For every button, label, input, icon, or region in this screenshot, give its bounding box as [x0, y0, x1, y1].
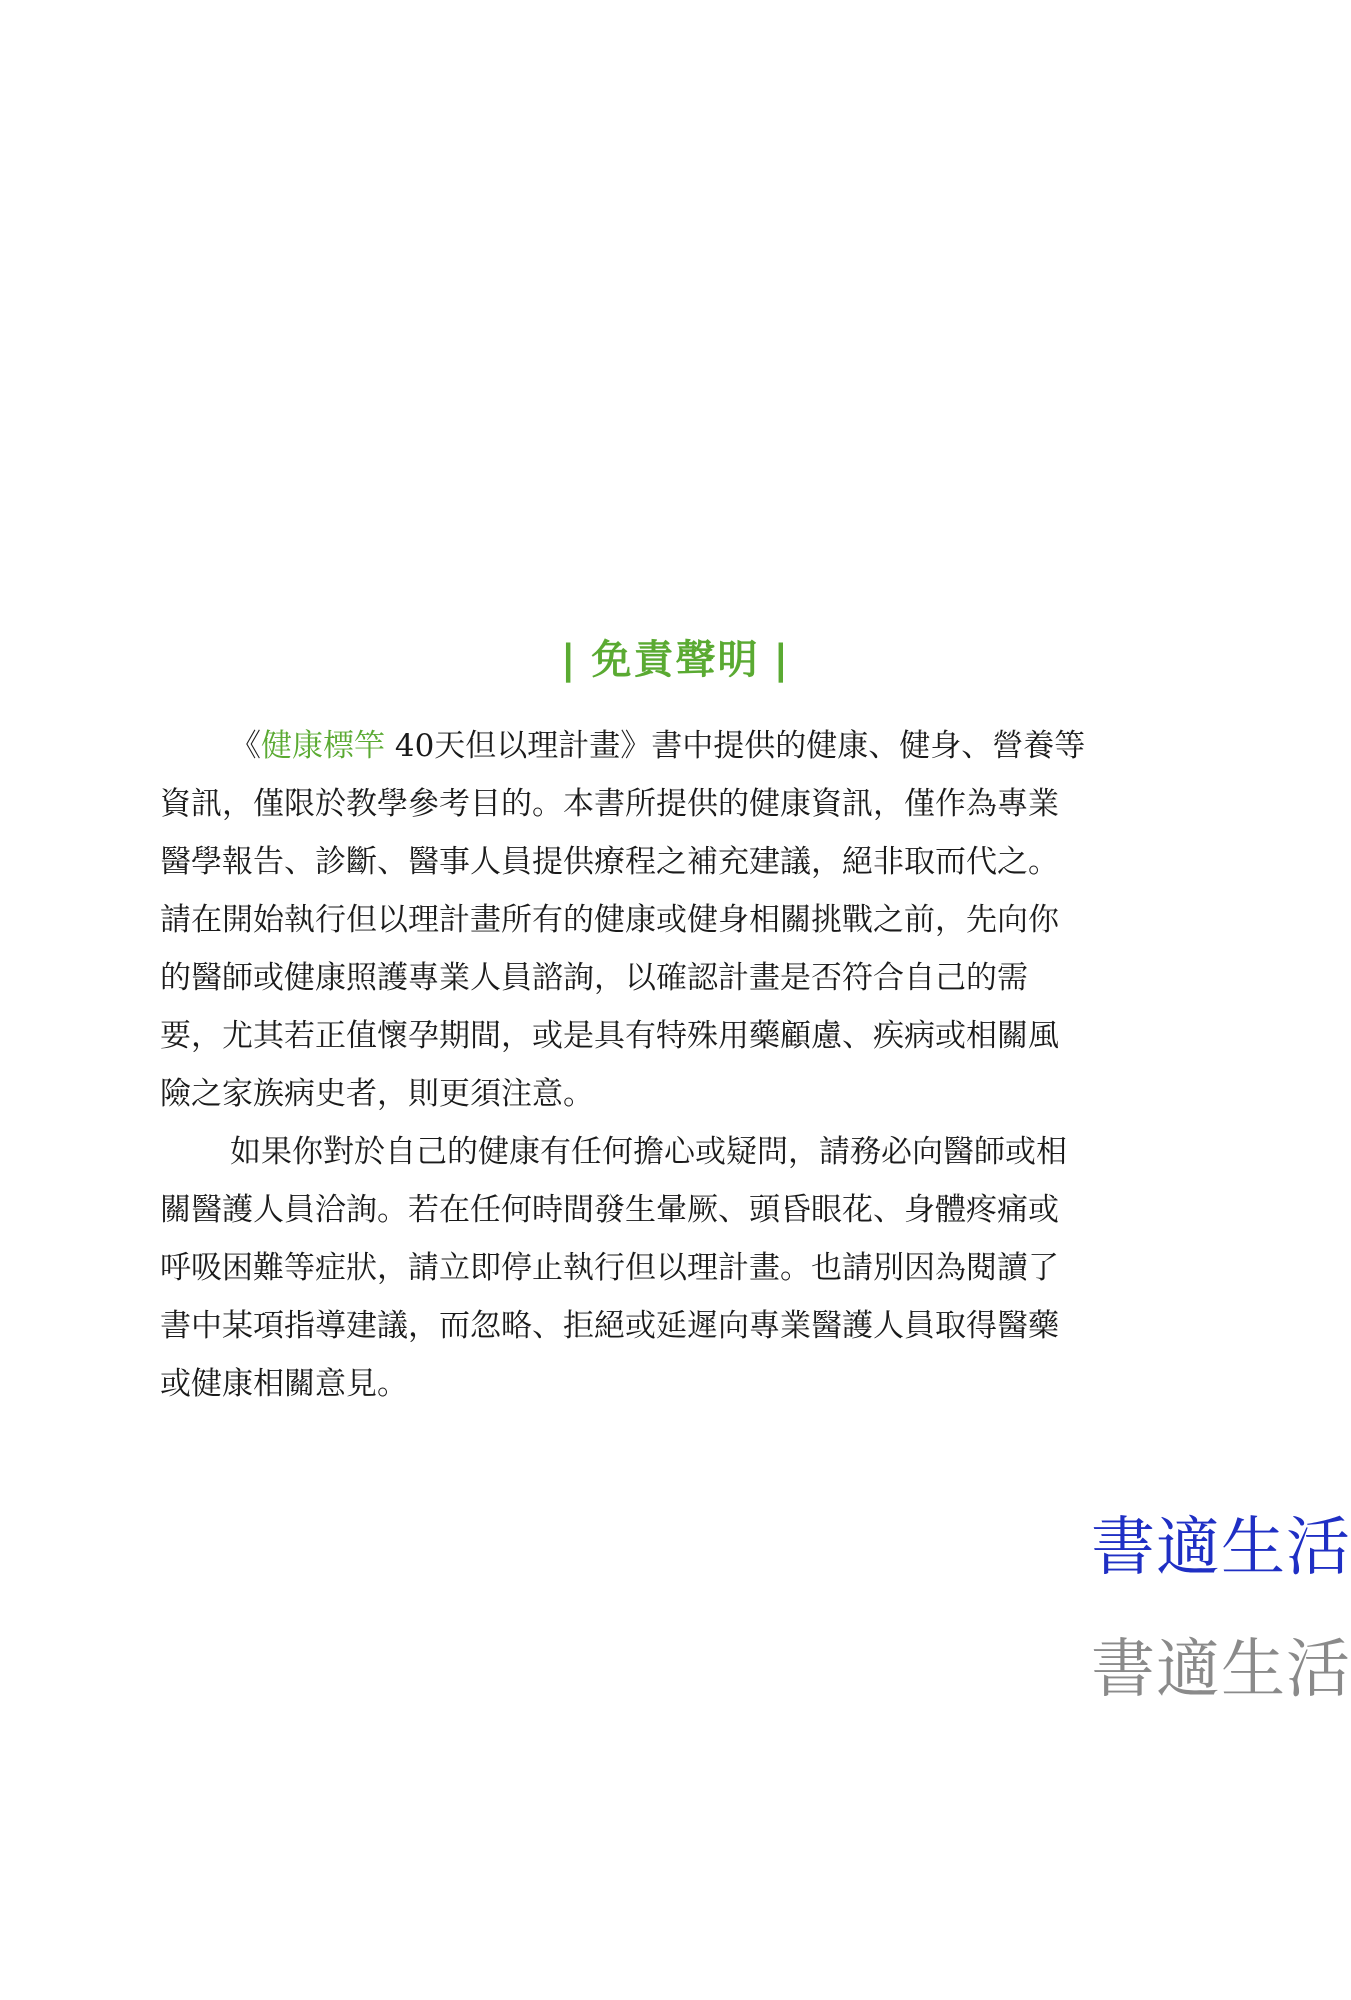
paragraph-1-line-7: 險之家族病史者，則更須注意。: [160, 1076, 594, 1112]
paragraph-2-line-4: 書中某項指導建議，而忽略、拒絕或延遲向專業醫護人員取得醫藥: [160, 1308, 1059, 1344]
disclaimer-body: [160, 717, 1168, 1413]
heading-bar-right: |: [773, 637, 791, 683]
heading-title: 免責聲明: [591, 637, 760, 683]
paragraph-1-line-1-rest: 40天但以理計畫》書中提供的健康、健身、營養等: [385, 728, 1086, 764]
paragraph-1-line-5: 的醫師或健康照護專業人員諮詢，以確認計畫是否符合自己的需: [160, 960, 1028, 996]
paragraph-1-line-6: 要，尤其若正值懷孕期間，或是具有特殊用藥顧慮、疾病或相關風: [160, 1018, 1059, 1054]
publisher-logo-gray: 書適生活: [1091, 1633, 1351, 1707]
disclaimer-heading: [0, 632, 1351, 688]
paragraph-2: [160, 1123, 1168, 1413]
book-title-highlight: 健康標竿: [261, 728, 385, 764]
paragraph-1-line-3: 醫學報告、診斷、醫事人員提供療程之補充建議，絕非取而代之。: [160, 844, 1059, 880]
paragraph-2-line-1: 如果你對於自己的健康有任何擔心或疑問，請務必向醫師或相: [230, 1134, 1067, 1170]
open-bracket: 《: [230, 728, 261, 764]
paragraph-1-line-4: 請在開始執行但以理計畫所有的健康或健身相關挑戰之前，先向你: [160, 902, 1059, 938]
paragraph-1-line-2: 資訊，僅限於教學參考目的。本書所提供的健康資訊，僅作為專業: [160, 786, 1059, 822]
heading-bar-left: |: [560, 637, 578, 683]
paragraph-2-line-2: 關醫護人員洽詢。若在任何時間發生暈厥、頭昏眼花、身體疼痛或: [160, 1192, 1059, 1228]
paragraph-1-line-1: [160, 717, 1168, 775]
paragraph-1: [160, 717, 1168, 1123]
paragraph-2-line-5: 或健康相關意見。: [160, 1366, 408, 1402]
publisher-logo-blue: 書適生活: [1091, 1511, 1351, 1585]
paragraph-2-line-3: 呼吸困難等症狀，請立即停止執行但以理計畫。也請別因為閱讀了: [160, 1250, 1059, 1286]
